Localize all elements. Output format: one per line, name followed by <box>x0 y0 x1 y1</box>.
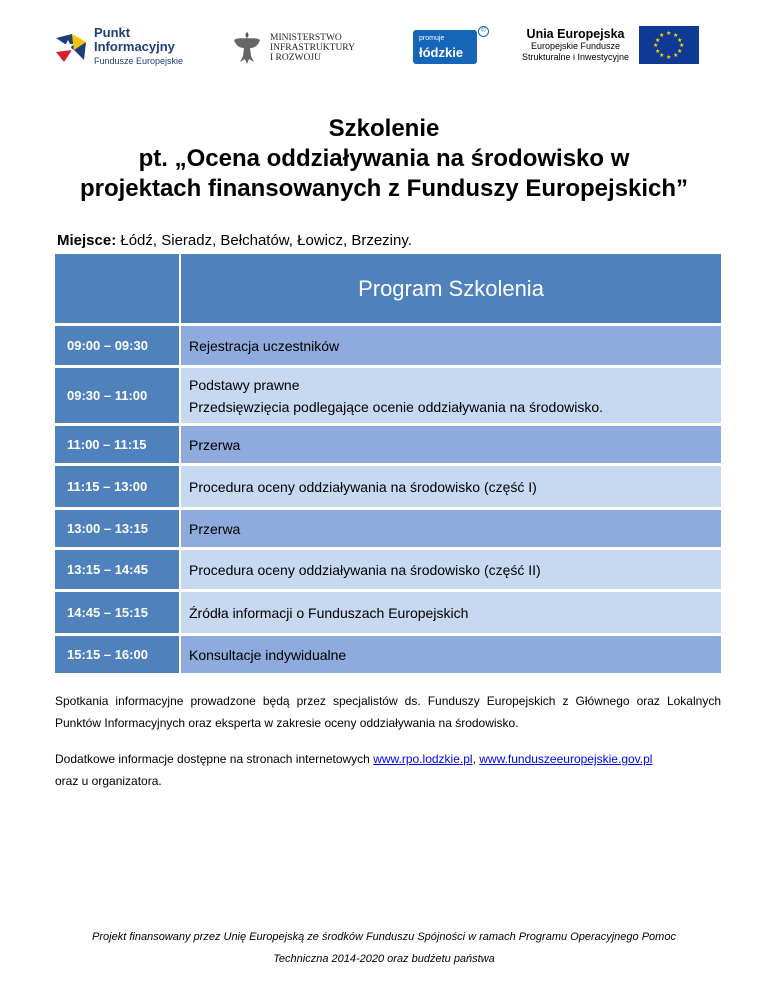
place-label: Miejsce: <box>57 232 117 249</box>
document-title <box>0 114 768 204</box>
table-row <box>55 510 721 550</box>
ministry-line1: MINISTERSTWO <box>270 33 342 43</box>
desc-line: Źródła informacji o Funduszach Europejskich <box>189 604 469 621</box>
title-line2: pt. „Ocena oddziaływania na środowisko w <box>138 145 630 172</box>
table-row <box>55 326 721 368</box>
eu-logo <box>522 26 699 64</box>
lodzkie-mark-icon: © <box>478 26 489 37</box>
rpo-lodzkie-link[interactable]: www.rpo.lodzkie.pl <box>373 752 473 766</box>
place-line <box>57 232 412 249</box>
info-prefix: Dodatkowe informacje dostępne na stronach internetowych <box>55 752 374 766</box>
fundusze-europejskie-link[interactable]: www.funduszeeuropejskie.gov.pl <box>479 752 653 766</box>
time-cell: 11:00 – 11:15 <box>55 426 181 466</box>
desc-line: Procedura oceny oddziaływania na środowisko (część I) <box>189 478 537 495</box>
footer-note <box>0 926 768 970</box>
eu-line1: Unia Europejska <box>526 27 625 41</box>
eu-line3: Strukturalne i Inwestycyjne <box>522 52 630 62</box>
place-value: Łódź, Sieradz, Bełchatów, Łowicz, Brzeziny. <box>116 232 412 249</box>
footer-line2: Techniczna 2014-2020 oraz budżetu państwa <box>273 953 495 965</box>
desc-cell <box>181 510 721 550</box>
info-separator: , <box>472 752 480 766</box>
time-cell: 13:15 – 14:45 <box>55 550 181 592</box>
desc-cell <box>181 368 721 426</box>
table-row <box>55 550 721 592</box>
title-line1: Szkolenie <box>328 115 440 142</box>
lodzkie-small-text: promuje <box>419 35 445 42</box>
program-header: Program Szkolenia <box>181 254 721 326</box>
additional-info-paragraph <box>55 748 721 792</box>
ministry-logo <box>232 30 355 66</box>
lodzkie-big-text: łódzkie <box>419 45 464 60</box>
punkt-informacyjny-emblem-icon <box>54 30 88 64</box>
program-table <box>55 254 721 676</box>
table-row <box>55 636 721 676</box>
time-cell: 13:00 – 13:15 <box>55 510 181 550</box>
logo-bar <box>0 26 768 78</box>
footer-line1: Projekt finansowany przez Unię Europejską ze środków Funduszu Spójności w ramach Programu Operacyjnego Pomoc <box>92 931 676 943</box>
desc-cell <box>181 592 721 636</box>
desc-line: Przerwa <box>189 520 241 537</box>
desc-cell <box>181 636 721 676</box>
punkt-line2: Informacyjny <box>94 39 175 54</box>
table-row <box>55 368 721 426</box>
desc-line: Konsultacje indywidualne <box>189 646 347 663</box>
desc-cell <box>181 550 721 592</box>
time-cell: 15:15 – 16:00 <box>55 636 181 676</box>
time-cell: 14:45 – 15:15 <box>55 592 181 636</box>
desc-line: Przedsięwzięcia podlegające ocenie oddziaływania na środowisko. <box>189 398 604 415</box>
desc-cell <box>181 466 721 510</box>
punkt-line3: Fundusze Europejskie <box>94 56 184 66</box>
program-header-row <box>55 254 721 326</box>
eu-line2: Europejskie Fundusze <box>530 41 621 51</box>
table-row <box>55 466 721 510</box>
punkt-line1: Punkt <box>94 25 131 40</box>
time-cell: 09:30 – 11:00 <box>55 368 181 426</box>
eu-flag-icon: ★ ★ ★ ★ ★ ★ ★ ★ ★ ★ ★ ★ <box>639 26 699 64</box>
desc-line: Rejestracja uczestników <box>189 337 340 354</box>
table-row <box>55 426 721 466</box>
desc-cell <box>181 426 721 466</box>
lodzkie-logo <box>413 28 486 64</box>
desc-cell <box>181 326 721 368</box>
ministry-line2: INFRASTRUKTURY <box>270 43 355 53</box>
time-cell: 09:00 – 09:30 <box>55 326 181 368</box>
ministry-line3: I ROZWOJU <box>270 53 321 63</box>
eagle-emblem-icon <box>232 30 262 66</box>
desc-line: Przerwa <box>189 436 241 453</box>
info-suffix: oraz u organizatora. <box>55 774 162 788</box>
time-cell: 11:15 – 13:00 <box>55 466 181 510</box>
program-header-empty-cell <box>55 254 181 326</box>
title-line3: projektach finansowanych z Funduszy Europejskich” <box>79 175 689 202</box>
desc-line: Podstawy prawne <box>189 376 300 393</box>
desc-line: Procedura oceny oddziaływania na środowisko (część II) <box>189 561 541 578</box>
table-row <box>55 592 721 636</box>
punkt-informacyjny-logo <box>54 26 183 68</box>
info-paragraph: Spotkania informacyjne prowadzone będą przez specjalistów ds. Funduszy Europejskich z Głównego oraz Lokalnych Punktów Informacyjnych oraz eksperta w zakresie oceny oddziaływania na środowisko. <box>55 694 721 730</box>
